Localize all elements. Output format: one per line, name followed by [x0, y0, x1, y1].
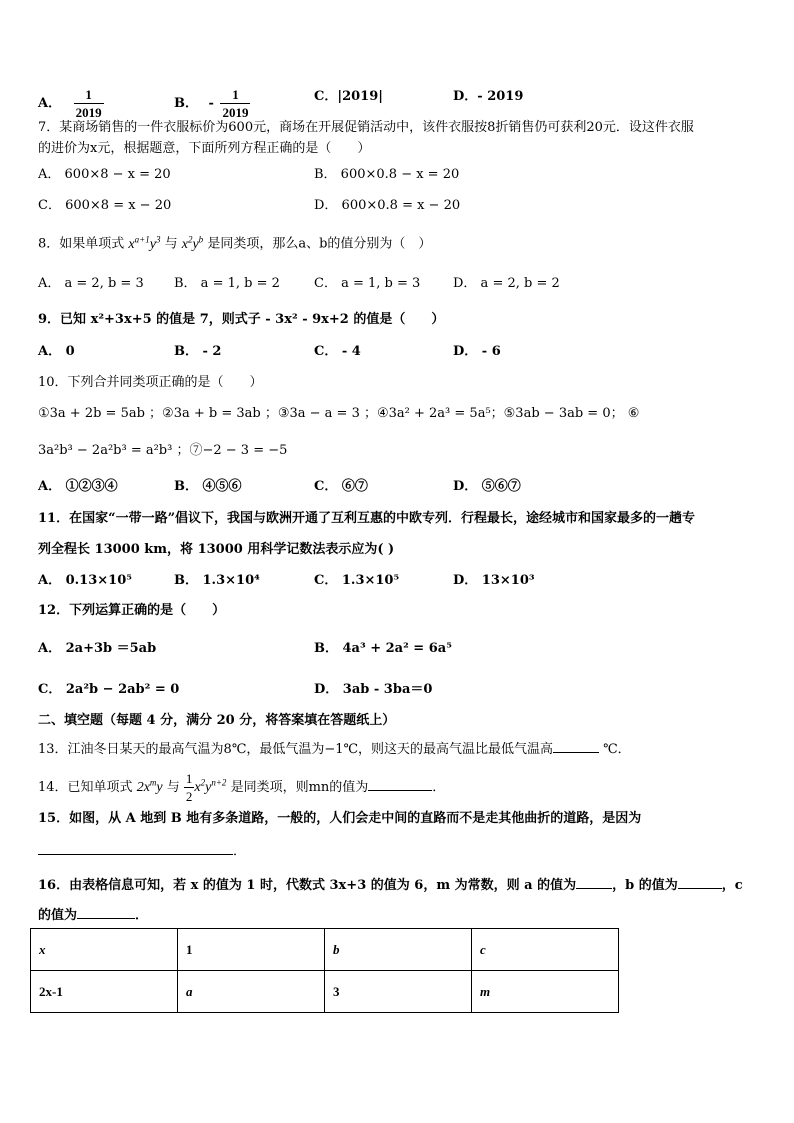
q11-line2: 列全程长 13000 km，将 13000 用科学记数法表示应为( )	[38, 542, 395, 557]
q8-option-d: D． a = 2, b = 2	[453, 276, 560, 291]
table-row	[31, 971, 619, 1013]
q15-answer-blank[interactable]	[38, 842, 233, 855]
section-heading-fill-in: 二、填空题（每题 4 分，满分 20 分，将答案填在答题纸上）	[38, 713, 396, 728]
q7-option-d: D． 600×0.8 = x − 20	[314, 198, 461, 213]
q12-option-d: D． 3ab - 3ba＝0	[314, 682, 433, 697]
q11-option-d: D． 13×10³	[453, 573, 535, 588]
table-row	[31, 929, 619, 971]
table-cell: 2x-1	[31, 971, 178, 1013]
q6-option-b: B． - $\frac{1}{2019}$	[174, 87, 249, 120]
q15-answer-line: ．	[38, 842, 246, 858]
q9-option-a: A． 0	[38, 344, 75, 359]
q7-line1: 7．某商场销售的一件衣服标价为600元，商场在开展促销活动中，该件衣服按8折销售仍可获利20元．设这件衣服	[38, 120, 694, 135]
q14-fraction: $\frac{1}{2}$	[185, 771, 193, 804]
q7-option-b: B． 600×0.8 − x = 20	[314, 167, 460, 182]
table-cell: 1	[178, 929, 325, 971]
q11-line1: 11．在国家“一带一路”倡议下，我国与欧洲开通了互利互惠的中欧专列．行程最长，途经城市和国家最多的一趟专	[38, 511, 696, 526]
q8-option-b: B． a = 1, b = 2	[174, 276, 280, 291]
q12-option-a: A． 2a+3b ＝5ab	[38, 641, 157, 656]
q8-monomial-2: $x^2y^b$	[181, 234, 204, 252]
q9-stem: 9．已知 x²+3x+5 的值是 7，则式子 - 3x² - 9x+2 的值是（ ）	[38, 312, 445, 327]
table-cell: a	[178, 971, 325, 1013]
q7-line2: 的进价为x元，根据题意，下面所列方程正确的是（ ）	[38, 141, 371, 156]
table-cell: m	[472, 971, 619, 1013]
q10-items-line1: ①3a + 2b = 5ab ；②3a + b = 3ab ；③3a − a = 3 ；④3a² + 2a³ = 5a⁵；⑤3ab − 3ab = 0； ⑥	[38, 406, 640, 421]
q6-a-fraction: $\frac{1}{2019}$	[75, 87, 102, 120]
table-cell: c	[472, 929, 619, 971]
q8-stem: 8．如果单项式 $x^{a+1}y^3$ 与 $x^2y^b$ 是同类项，那么a、b的值分别为（ ）	[38, 234, 432, 252]
table-cell: x	[31, 929, 178, 971]
q15-stem: 15．如图，从 A 地到 B 地有多条道路，一般的，人们会走中间的直路而不是走其他曲折的道路，是因为	[38, 811, 642, 826]
q16-line2: 的值为 ．	[38, 908, 149, 923]
q16-b-blank[interactable]	[678, 876, 722, 889]
q12-option-b: B． 4a³ + 2a² = 6a⁵	[314, 641, 452, 656]
q12-stem: 12．下列运算正确的是（ ）	[38, 603, 226, 618]
q8-option-c: C． a = 1, b = 3	[314, 276, 421, 291]
q11-option-c: C． 1.3×10⁵	[314, 573, 400, 588]
q13-stem: 13．江油冬日某天的最高气温为8℃，最低气温为−1℃，则这天的最高气温比最低气温高 ℃．	[38, 742, 631, 757]
q7-option-c: C． 600×8 = x − 20	[38, 198, 172, 213]
q16-line1: 16．由表格信息可知，若 x 的值为 1 时，代数式 3x+3 的值为 6，m 为常数，则 a 的值为 ，b 的值为 ，c	[38, 878, 743, 893]
q11-option-b: B． 1.3×10⁴	[174, 573, 260, 588]
q14-monomial-2: $x^2y^{n+2}$	[194, 777, 227, 795]
q10-option-a: A． ①②③④	[38, 479, 118, 494]
q16-a-blank[interactable]	[576, 876, 612, 889]
q8-monomial-1: $x^{a+1}y^3$	[128, 234, 161, 252]
q9-option-b: B． - 2	[174, 344, 222, 359]
q9-option-c: C． - 4	[314, 344, 361, 359]
q9-option-d: D． - 6	[453, 344, 501, 359]
q10-items-line2: 3a²b³ − 2a²b³ = a²b³ ；⑦−2 − 3 = −5	[38, 443, 288, 458]
table-cell: b	[325, 929, 472, 971]
q10-option-c: C． ⑥⑦	[314, 479, 368, 494]
q10-option-d: D． ⑤⑥⑦	[453, 479, 521, 494]
q10-option-b: B． ④⑤⑥	[174, 479, 242, 494]
q13-answer-blank[interactable]	[553, 740, 599, 753]
q10-stem: 10．下列合并同类项正确的是（ ）	[38, 375, 263, 390]
q6-option-d: D．- 2019	[453, 89, 524, 104]
q14-stem: 14．已知单项式 $2x^my$ 与 $\frac{1}{2}$ $x^2y^{n+2}$ 是同类项，则mn的值为 ．	[38, 771, 446, 804]
q6-option-c: C．|2019|	[314, 89, 383, 104]
q8-option-a: A． a = 2, b = 3	[38, 276, 144, 291]
table-cell: 3	[325, 971, 472, 1013]
q14-answer-blank[interactable]	[368, 778, 432, 791]
q16-table	[30, 928, 619, 1013]
q6-option-a: A． $\frac{1}{2019}$	[38, 87, 102, 120]
q14-monomial-1: $2x^my$	[136, 777, 163, 795]
q6-b-fraction: $\frac{1}{2019}$	[222, 87, 249, 120]
q11-option-a: A． 0.13×10⁵	[38, 573, 132, 588]
q12-option-c: C． 2a²b − 2ab² = 0	[38, 682, 180, 697]
q16-c-blank[interactable]	[77, 906, 135, 919]
q7-option-a: A． 600×8 − x = 20	[38, 167, 171, 182]
